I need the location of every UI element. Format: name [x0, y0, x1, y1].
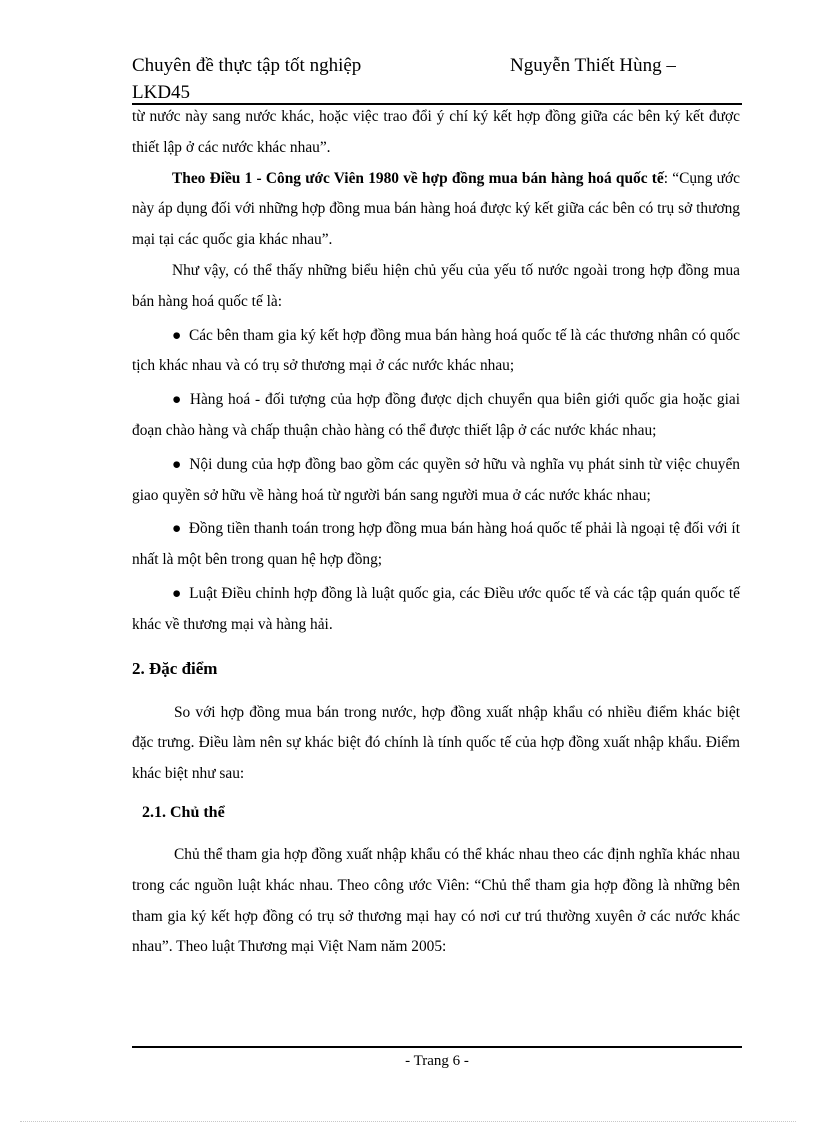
- bullet-icon: ●: [172, 520, 182, 538]
- bullet-item: [132, 385, 740, 447]
- page-edge-dotted-line: [20, 1121, 796, 1122]
- bullet-item: [132, 579, 740, 641]
- header-author: Nguyễn Thiết Hùng –: [510, 55, 676, 76]
- page-number: - Trang 6 -: [405, 1053, 469, 1069]
- footer-rule: [132, 1046, 742, 1048]
- bullet-text: Các bên tham gia ký kết hợp đồng mua bán hàng hoá quốc tế là các thương nhân có quốc tịch khác nhau và có trụ sở thương mại ở các nước khác nhau;: [132, 326, 740, 375]
- bullet-text: Luật Điều chỉnh hợp đồng là luật quốc gia, các Điều ước quốc tế và các tập quán quốc tế khác về thương mại và hàng hải.: [132, 584, 740, 633]
- bullet-icon: ●: [172, 326, 182, 344]
- bullet-text: Đồng tiền thanh toán trong hợp đồng mua bán hàng hoá quốc tế phải là ngoại tệ đối với ít nhất là một bên trong quan hệ hợp đồng;: [132, 520, 740, 569]
- header-class-code: LKD45: [132, 82, 191, 103]
- bullet-icon: ●: [172, 455, 182, 473]
- bullet-icon: ●: [172, 391, 182, 409]
- section-heading: 2. Đặc điểm: [132, 658, 218, 678]
- bullet-item: [132, 514, 740, 576]
- bullet-item: [132, 450, 740, 512]
- paragraph-lead-bold: Theo Điều 1 - Công ước Viên 1980 về hợp đồng mua bán hàng hoá quốc tế: [172, 169, 664, 187]
- paragraph-comparison: So với hợp đồng mua bán trong nước, hợp đồng xuất nhập khẩu có nhiều điểm khác biệt đặc trưng. Điều làm nên sự khác biệt đó chính là tính quốc tế của hợp đồng xuất nhập khẩu. Điểm khác biệt như sau:: [132, 703, 740, 783]
- paragraph-summary: Như vậy, có thể thấy những biểu hiện chủ yếu của yếu tố nước ngoài trong hợp đồng mua bán hàng hoá quốc tế là:: [132, 261, 740, 310]
- paragraph-continuation: từ nước này sang nước khác, hoặc việc trao đổi ý chí ký kết hợp đồng giữa các bên ký kết được thiết lập ở các nước khác nhau”.: [132, 108, 740, 156]
- paragraph-quote: : “Cụng ước này áp dụng đối với những hợp đồng mua bán hàng hoá được ký kết giữa các bên có trụ sở thương mại tại các quốc gia khác nhau”.: [132, 169, 740, 249]
- bullet-item: [132, 321, 740, 383]
- bullet-icon: ●: [172, 584, 182, 602]
- header-left-title: Chuyên đề thực tập tốt nghiệp: [132, 55, 362, 76]
- paragraph-vienna-article: [132, 164, 740, 256]
- paragraph-subjects: Chủ thể tham gia hợp đồng xuất nhập khẩu có thể khác nhau theo các định nghĩa khác nhau trong các nguồn luật khác nhau. Theo công ước Viên: “Chủ thể tham gia hợp đồng là những bên tham gia ký kết hợp đồng có trụ sở thương mại hay có nơi cư trú thường xuyên ở các nước khác nhau”. Theo luật Thương mại Việt Nam năm 2005:: [132, 845, 740, 956]
- bullet-text: Hàng hoá - đối tượng của hợp đồng được dịch chuyển qua biên giới quốc gia hoặc giai đoạn chào hàng và chấp thuận chào hàng có thể được thiết lập ở các nước khác nhau;: [132, 391, 740, 439]
- bullet-text: Nội dung của hợp đồng bao gồm các quyền sở hữu và nghĩa vụ phát sinh từ việc chuyển giao quyền sở hữu về hàng hoá từ người bán sang người mua ở các nước khác nhau;: [132, 455, 740, 504]
- subsection-heading: 2.1. Chủ thể: [142, 803, 225, 821]
- page-body: [132, 102, 740, 963]
